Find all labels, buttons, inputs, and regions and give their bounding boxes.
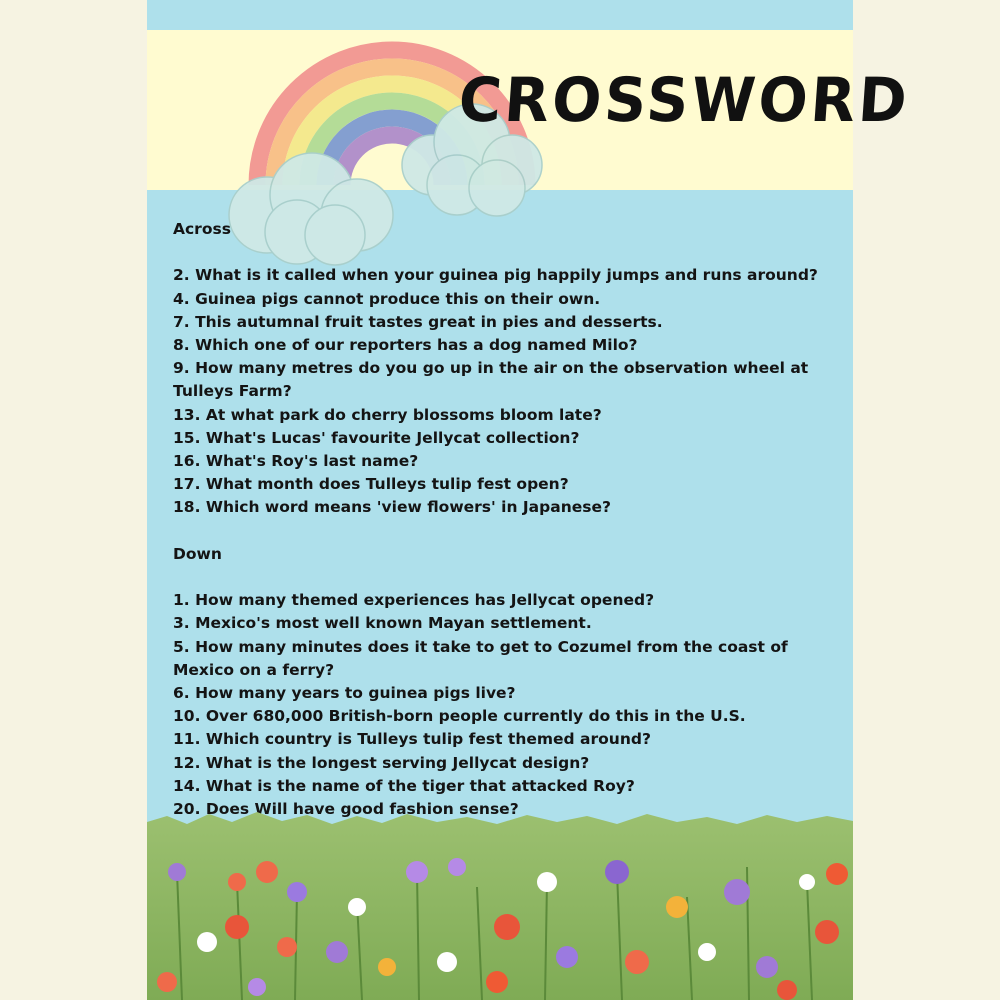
across-clue: 8. Which one of our reporters has a dog named Milo? [173, 336, 638, 354]
down-clue: 20. Does Will have good fashion sense? [173, 800, 519, 819]
across-clue: 13. At what park do cherry blossoms bloom late? [173, 405, 602, 424]
across-clue: 16. What's Roy's last name? [173, 452, 419, 471]
across-clue-list [173, 264, 843, 519]
down-clue-list [173, 589, 843, 821]
across-clue: 18. Which word means 'view flowers' in Japanese? [173, 498, 611, 517]
across-clue: 4. Guinea pigs cannot produce this on their own. [173, 289, 601, 308]
down-clue: 3. Mexico's most well known Mayan settlement. [173, 614, 592, 633]
down-clue: 1. How many themed experiences has Jellycat opened? [173, 591, 655, 610]
across-clue: 2. What is it called when your guinea pig happily jumps and runs around? [173, 266, 818, 285]
down-clue: 6. How many years to guinea pigs live? [173, 684, 516, 703]
across-clue: 17. What month does Tulleys tulip fest open? [173, 475, 569, 494]
clues-section [173, 218, 843, 821]
down-clue: 10. Over 680,000 British-born people currently do this in the U.S. [173, 707, 746, 726]
across-clue: 7. This autumnal fruit tastes great in pies and desserts. [173, 312, 663, 331]
down-clue: 12. What is the longest serving Jellycat design? [173, 753, 590, 772]
down-clue: 14. What is the name of the tiger that attacked Roy? [173, 776, 635, 795]
down-heading: Down [173, 544, 222, 563]
across-clue: 9. How many metres do you go up in the air on the observation wheel at Tulleys Farm? [173, 359, 809, 401]
across-heading: Across [173, 220, 231, 238]
page-title: CROSSWORD [456, 64, 913, 136]
down-clue: 11. Which country is Tulleys tulip fest themed around? [173, 730, 651, 749]
crossword-page [147, 0, 913, 1000]
across-clue: 15. What's Lucas' favourite Jellycat collection? [173, 428, 580, 447]
wildflower-meadow-icon [147, 812, 853, 1000]
down-clue: 5. How many minutes does it take to get to Cozumel from the coast of Mexico on a ferry? [173, 637, 788, 679]
